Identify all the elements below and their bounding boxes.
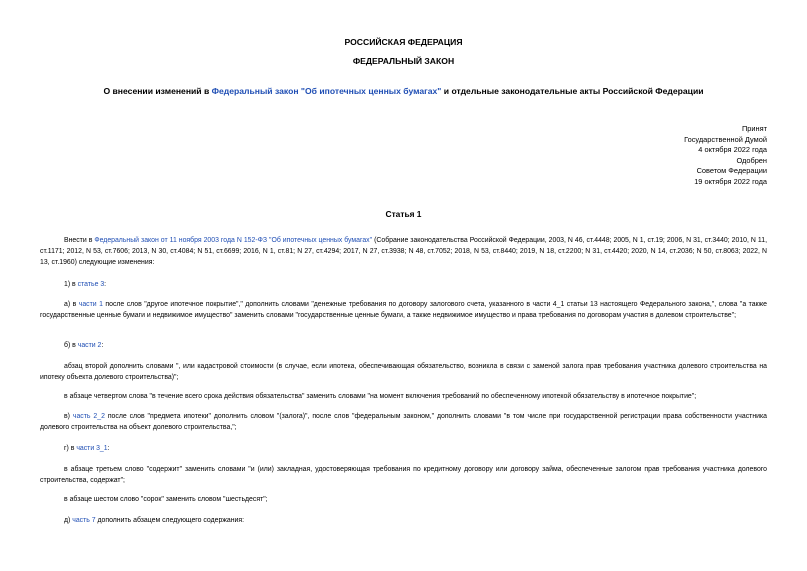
approved-label: Одобрен xyxy=(736,155,767,165)
adoption-info xyxy=(684,124,767,188)
item-g-prefix: г) в xyxy=(64,445,77,452)
item-a-suffix: после слов "другое ипотечное покрытие"," дополнить словами "денежные требования по договору залогового счета, указанного в части 4_1 статьи 13 настоящего Федерального закона,", слова "а также государственные ценные бумаги и недвижимое имущество" заменить словами "государственные ценные бумаги, а также недвижимое имущество и права требования по договорам участия в долевом строительстве"; xyxy=(40,301,767,320)
approved-by: Советом Федерации xyxy=(696,166,767,176)
title-suffix: и отдельные законодательные акты Российской Федерации xyxy=(441,86,704,96)
article-heading: Статья 1 xyxy=(385,209,422,219)
item-b-suffix: : xyxy=(101,342,104,349)
part-1-link[interactable]: части 1 xyxy=(78,301,103,308)
item-g xyxy=(40,443,767,454)
item-g-paragraph-1: в абзаце третьем слово "содержит" заменить словами "и (или) закладная, удостоверяющая требования по кредитному договору или договору займа, обеспеченные залогом прав требования участника долевого строительства, содержат"; xyxy=(40,466,767,485)
intro-law-link[interactable]: Федеральный закон от 11 ноября 2003 года N 152-ФЗ "Об ипотечных ценных бумагах" xyxy=(94,237,373,244)
item-a-prefix: а) в xyxy=(64,301,79,308)
item-1-prefix: 1) в xyxy=(64,281,78,288)
item-g-suffix: : xyxy=(107,445,110,452)
part-2-link[interactable]: части 2 xyxy=(77,342,102,349)
intro-paragraph xyxy=(40,235,767,269)
item-b-prefix: б) в xyxy=(64,342,78,349)
intro-suffix: (Собрание законодательства Российской Федерации, 2003, N 46, ст.4448; 2005, N 1, ст.19; 2006, N 31, ст.3440; 2010, N 11, ст.1171; 2012, N 53, ст.7606; 2013, N 30, ст.4084; N 51, ст.6699; 2016, N 1, ст.81; N 27, ст.4294; 2017, N 27, ст.3938; N 48, ст.7052; 2018, N 53, ст.8440; 2019, N 18, ст.2200; N 31, ст.4420; 2020, N 14, ст.2036; N 50, ст.8063; 2022, N 13, ст.1960) следующие изменения: xyxy=(40,237,767,267)
adopted-label: Принят xyxy=(741,124,767,133)
law-title xyxy=(0,86,807,96)
item-1-suffix: : xyxy=(104,281,107,288)
adopted-date: 4 октября 2022 года xyxy=(698,145,767,155)
title-law-link[interactable]: Федеральный закон "Об ипотечных ценных бумагах" xyxy=(211,86,442,96)
item-v-prefix: в) xyxy=(64,413,73,420)
part-2-2-link[interactable]: часть 2_2 xyxy=(72,413,105,420)
item-d-suffix: дополнить абзацем следующего содержания: xyxy=(95,517,245,524)
item-a xyxy=(40,299,767,321)
item-d xyxy=(40,515,767,526)
part-3-1-link[interactable]: части 3_1 xyxy=(76,445,108,452)
article-3-link[interactable]: статье 3 xyxy=(77,281,105,288)
law-type-heading: ФЕДЕРАЛЬНЫЙ ЗАКОН xyxy=(352,56,455,66)
adopted-by: Государственной Думой xyxy=(684,134,767,144)
country-heading: РОССИЙСКАЯ ФЕДЕРАЦИЯ xyxy=(344,37,463,47)
item-g-paragraph-2: в абзаце шестом слово "сорок" заменить словом "шестьдесят"; xyxy=(64,496,268,503)
title-prefix: О внесении изменений в xyxy=(103,86,212,96)
item-b-paragraph-2: в абзаце четвертом слова "в течение всего срока действия обязательства" заменить словами "на момент включения требований по обеспеченному ипотекой обязательству в ипотечное покрытие"; xyxy=(64,393,697,400)
item-1 xyxy=(40,279,767,290)
item-v-suffix: после слов "предмета ипотеки" дополнить словом "(залога)", после слов "федеральным законом," дополнить словами "в том числе при государственной регистрации права собственности участника долевого строительства на объект долевого строительства,"; xyxy=(40,413,767,432)
approved-date: 19 октября 2022 года xyxy=(694,176,767,186)
item-v xyxy=(40,411,767,433)
item-d-prefix: д) xyxy=(64,517,73,524)
item-b-paragraph-1: абзац второй дополнить словами ", или кадастровой стоимости (в случае, если ипотека, обеспечивающая обязательство, возникла в связи с заменой залога прав требования участника долевого строительства на ипотеку объекта долевого строительства)"; xyxy=(40,363,767,382)
item-b xyxy=(40,340,767,351)
part-7-link[interactable]: часть 7 xyxy=(72,517,96,524)
intro-prefix: Внести в xyxy=(64,237,95,244)
